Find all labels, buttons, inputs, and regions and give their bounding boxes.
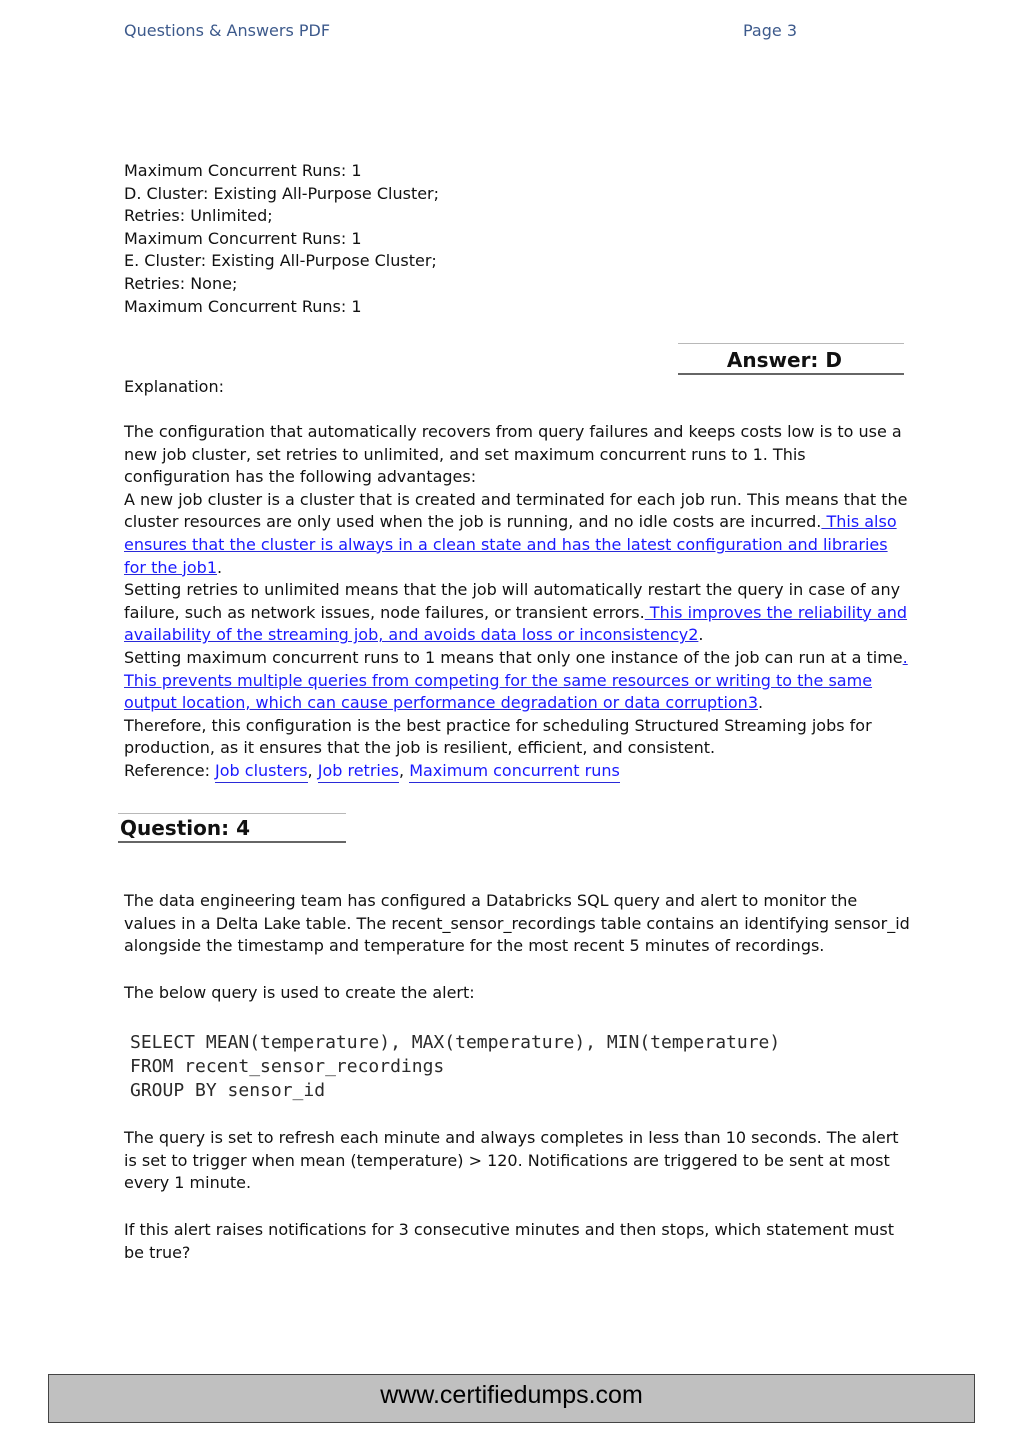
option-line: Retries: None; <box>124 273 238 293</box>
separator: , <box>399 760 410 780</box>
explanation-paragraph <box>124 647 914 715</box>
explanation-paragraph: Therefore, this configuration is the best practice for scheduling Structured Streaming jobs for production, as it ensures that the job is resilient, efficient, and consistent. <box>124 715 872 758</box>
explanation-paragraph: The configuration that automatically recovers from query failures and keeps costs low is to use a new job cluster, set retries to unlimited, and set maximum concurrent runs to 1. This configuration has the following advantages: <box>124 422 902 487</box>
option-line: Maximum Concurrent Runs: 1 <box>124 296 362 316</box>
explanation-text: Setting retries to unlimited means that the job will automatically restart the query in case of any failure, such as network issues, node failures, or transient errors. <box>124 580 901 622</box>
question-prompt <box>124 1219 914 1264</box>
answer-options-tail <box>124 160 914 318</box>
reference-link-job-clusters[interactable]: Job clusters <box>215 761 308 783</box>
explanation-paragraph <box>124 579 914 647</box>
option-line: D. Cluster: Existing All-Purpose Cluster; <box>124 183 440 203</box>
explanation-paragraph <box>124 489 914 579</box>
separator: , <box>307 760 318 780</box>
reference-link-max-concurrent-runs[interactable]: Maximum concurrent runs <box>409 761 620 783</box>
question-paragraph: The data engineering team has configured a Databricks SQL query and alert to monitor the values in a Delta Lake table. The recent_sensor_recordings table contains an identifying sensor_id alongside the timestamp and temperature for the most recent 5 minutes of recordings. <box>124 891 910 956</box>
punctuation: . <box>698 625 704 645</box>
question-paragraph: The below query is used to create the alert: <box>124 983 475 1002</box>
option-line: Maximum Concurrent Runs: 1 <box>124 228 362 248</box>
explanation-body <box>124 421 914 783</box>
question-lead-in <box>124 982 914 1005</box>
punctuation: . <box>758 693 764 713</box>
answer-label: Answer: D <box>726 348 842 372</box>
question-paragraph: If this alert raises notifications for 3 consecutive minutes and then stops, which statement must be true? <box>124 1220 894 1262</box>
citation-link-1[interactable]: This also ensures that the cluster is always in a clean state and has the latest configuration and libraries for the job1 <box>124 512 897 577</box>
footer-url[interactable]: www.certifiedumps.com <box>380 1381 643 1409</box>
code-line: SELECT MEAN(temperature), MAX(temperature), MIN(temperature) <box>130 1032 781 1053</box>
footer-bar <box>48 1374 975 1423</box>
option-line: Retries: Unlimited; <box>124 206 273 226</box>
header-title: Questions & Answers PDF <box>124 21 331 40</box>
code-line: GROUP BY sensor_id <box>130 1080 326 1101</box>
answer-box <box>678 343 904 375</box>
question-title: Question: 4 <box>120 816 250 840</box>
question-paragraph: The query is set to refresh each minute and always completes in less than 10 seconds. The alert is set to trigger when mean (temperature) > 120. Notifications are triggered to be sent at most every 1 minute. <box>124 1128 899 1193</box>
reference-label: Reference: <box>124 760 216 780</box>
option-line: Maximum Concurrent Runs: 1 <box>124 161 362 180</box>
sql-code-block <box>130 1031 780 1103</box>
citation-link-2[interactable]: This improves the reliability and availability of the streaming job, and avoids data loss or inconsistency2 <box>124 602 908 645</box>
page-number: Page 3 <box>743 21 797 40</box>
option-line: E. Cluster: Existing All-Purpose Cluster; <box>124 251 437 271</box>
citation-link-3[interactable]: . This prevents multiple queries from competing for the same resources or writing to the same output location, which can cause performance degradation or data corruption3 <box>124 647 908 713</box>
question-body <box>124 890 914 958</box>
reference-line <box>124 760 914 783</box>
explanation-text: A new job cluster is a cluster that is created and terminated for each job run. This means that the cluster resources are only used when the job is running, and no idle costs are incurred. <box>124 489 908 532</box>
question-details <box>124 1127 914 1195</box>
code-line: FROM recent_sensor_recordings <box>130 1056 445 1077</box>
reference-link-job-retries[interactable]: Job retries <box>318 761 399 783</box>
explanation-heading: Explanation: <box>124 377 224 396</box>
punctuation: . <box>217 557 223 577</box>
explanation-label <box>124 376 914 399</box>
question-heading-box <box>118 813 346 843</box>
explanation-text: Setting maximum concurrent runs to 1 means that only one instance of the job can run at a time <box>124 647 903 667</box>
